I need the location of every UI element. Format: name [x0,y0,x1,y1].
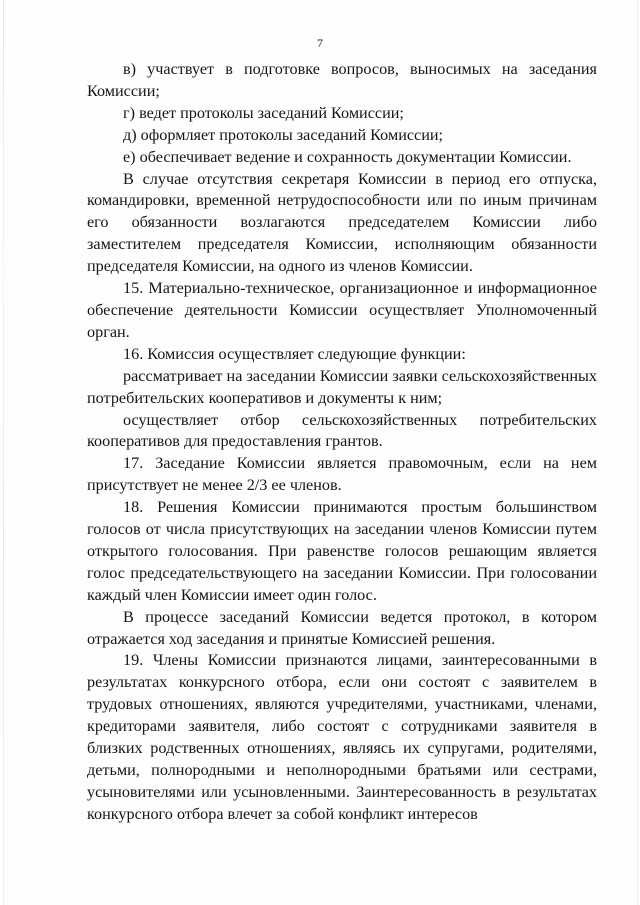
paragraph-section-19: 19. Члены Комиссии признаются лицами, заинтересованными в результатах конкурсного отбора, если они состоят с заявителем в трудовых отношениях, являются учредителями, участниками, членами, кредиторами заявителя, либо состоят с сотрудниками заявителя в близких родственных отношениях, являясь их супругами, родителями, детьми, полнородными и неполнородными братьями или сестрами, усыновителями или усыновленными. Заинтересованность в результатах конкурсного отбора влечет за собой конфликт интересов [87,651,597,823]
paragraph-section-15: 15. Материально-техническое, организационное и информационное обеспечение деятельности Комиссии осуществляет Уполномоченный орган. [87,279,597,341]
paragraph-section-18: 18. Решения Комиссии принимаются простым большинством голосов от числа присутствующих на заседании членов Комиссии путем открытого голосования. При равенстве голосов решающим является голос председательствующего на заседании Комиссии. При голосовании каждый член Комиссии имеет один голос. [87,498,597,604]
paragraph-function-selection: осуществляет отбор сельскохозяйственных потребительских кооперативов для предоставления грантов. [87,410,597,451]
paragraph-protocol: В процессе заседаний Комиссии ведется протокол, в котором отражается ход заседания и принятые Комиссией решения. [87,607,597,648]
page-number: 7 [317,36,323,50]
paragraph-item-d: д) оформляет протоколы заседаний Комиссии; [123,125,444,144]
paragraph-section-16: 16. Комиссия осуществляет следующие функции: [123,344,466,363]
paragraph-item-e: е) обеспечивает ведение и сохранность документации Комиссии. [123,147,572,166]
paragraph-item-v: в) участвует в подготовке вопросов, выносимых на заседания Комиссии; [87,60,597,100]
document-body [87,59,597,826]
scan-edge-right [637,0,638,905]
paragraph-item-g: г) ведет протоколы заседаний Комиссии; [123,103,404,122]
paragraph-function-review: рассматривает на заседании Комиссии заявки сельскохозяйственных потребительских кооперативов и документы к ним; [87,366,597,407]
paragraph-secretary-absence: В случае отсутствия секретаря Комиссии в период его отпуска, командировки, временной нетрудоспособности или по иным причинам его обязанности возлагаются председателем Комиссии либо заместителем председателя Комиссии, исполняющим обязанности председателя Комиссии, на одного из членов Комиссии. [87,169,597,276]
paragraph-section-17: 17. Заседание Комиссии является правомочным, если на нем присутствует не менее 2/3 ее членов. [87,454,597,495]
scan-edge-left [3,0,4,905]
